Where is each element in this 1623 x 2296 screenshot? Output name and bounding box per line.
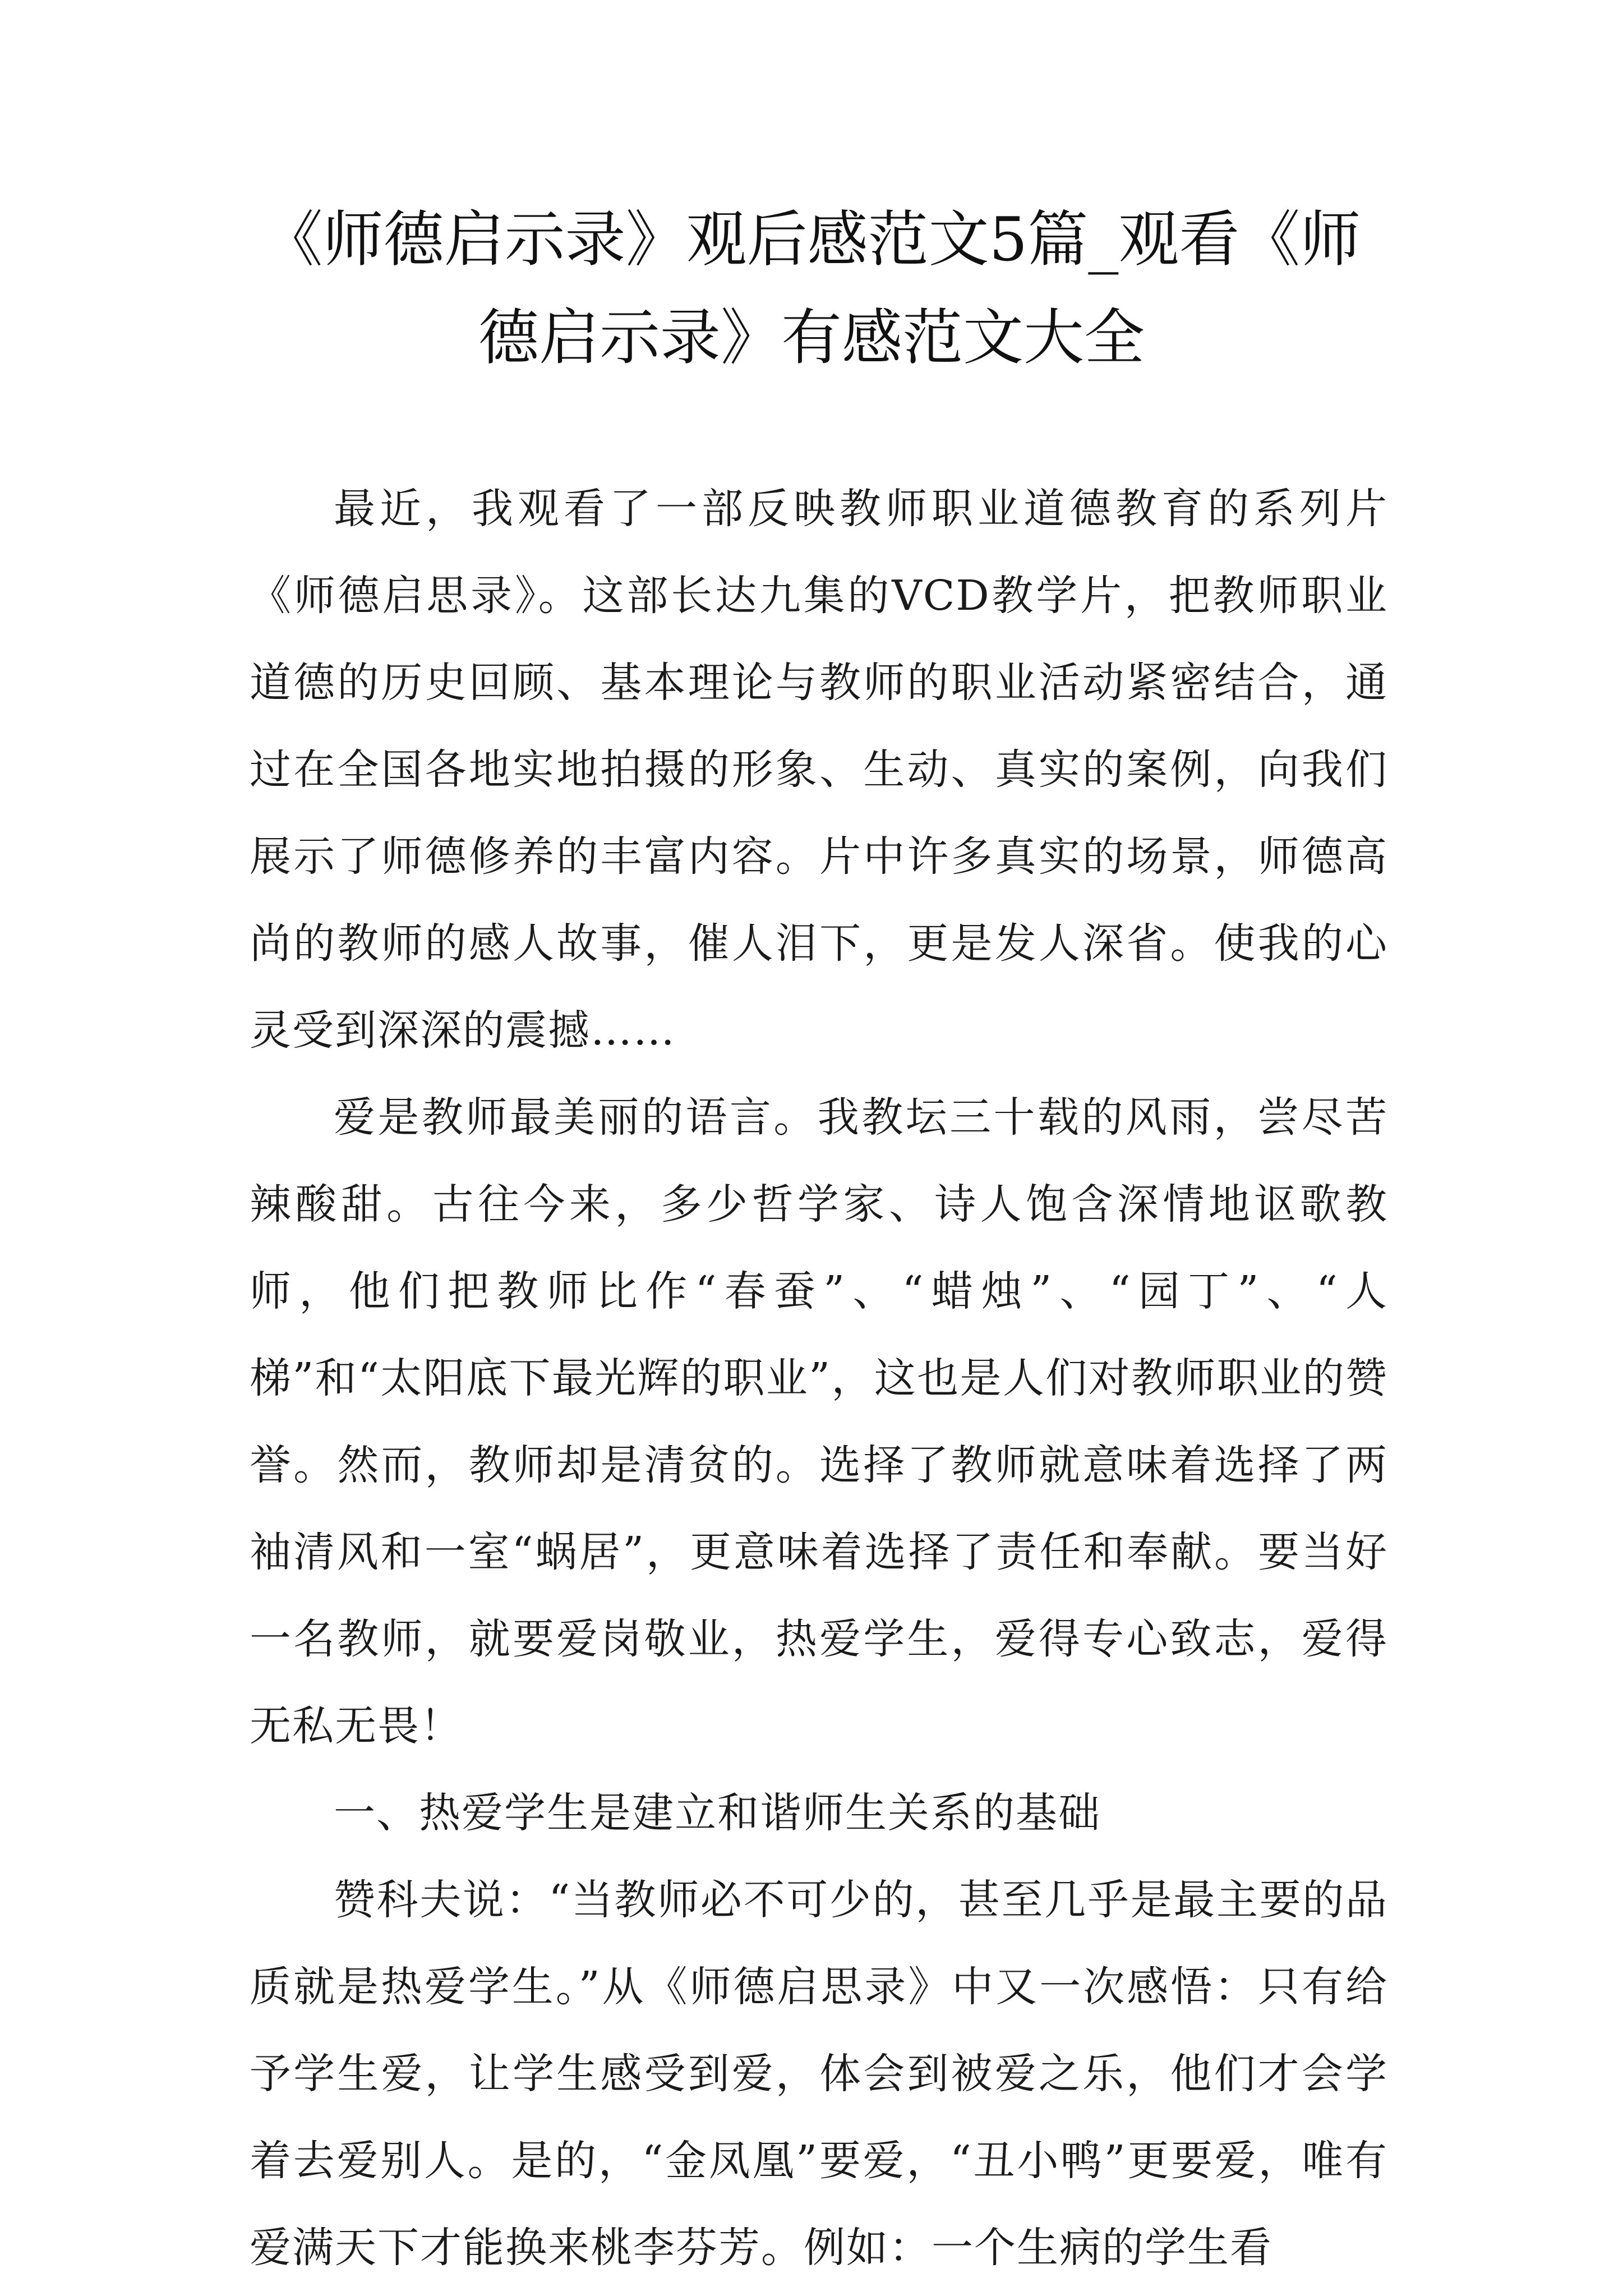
title-line-2: 德启示录》有感范文大全 <box>478 303 1145 373</box>
paragraph-love: 爱是教师最美丽的语言。我教坛三十载的风雨，尝尽苦辣酸甜。古往今来，多少哲学家、诗人饱含深情地讴歌教师，他们把教师比作“春蚕”、“蜡烛”、“园丁”、“人梯”和“太阳底下最光辉的职业”，这也是人们对教师职业的赞誉。然而，教师却是清贫的。选择了教师就意味着选择了两袖清风和一室“蜗居”，更意味着选择了责任和奉献。要当好一名教师，就要爱岗敬业，热爱学生，爱得专心致志，爱得无私无畏！ <box>250 1093 1388 1750</box>
section-heading-1: 一、热爱学生是建立和谐师生关系的基础 <box>334 1789 1101 1837</box>
document-body <box>250 466 1388 2292</box>
paragraph-intro: 最近，我观看了一部反映教师职业道德教育的系列片《师德启思录》。这部长达九集的VCD教学片，把教师职业道德的历史回顾、基本理论与教师的职业活动紧密结合，通过在全国各地实地拍摄的形象、生动、真实的案例，向我们展示了师德修养的丰富内容。片中许多真实的场景，师德高尚的教师的感人故事，催人泪下，更是发人深省。使我的心灵受到深深的震撼…… <box>250 485 1388 1055</box>
document-title <box>213 191 1410 387</box>
paragraph-zankov: 赞科夫说：“当教师必不可少的，甚至几乎是最主要的品质就是热爱学生。”从《师德启思录》中又一次感悟：只有给予学生爱，让学生感受到爱，体会到被爱之乐，他们才会学着去爱别人。是的，“金凤凰”要爱，“丑小鸭”更要爱，唯有爱满天下才能换来桃李芬芳。例如：一个生病的学生看 <box>250 1876 1388 2272</box>
title-line-1: 《师德启示录》观后感范文5篇_观看《师 <box>262 205 1361 275</box>
